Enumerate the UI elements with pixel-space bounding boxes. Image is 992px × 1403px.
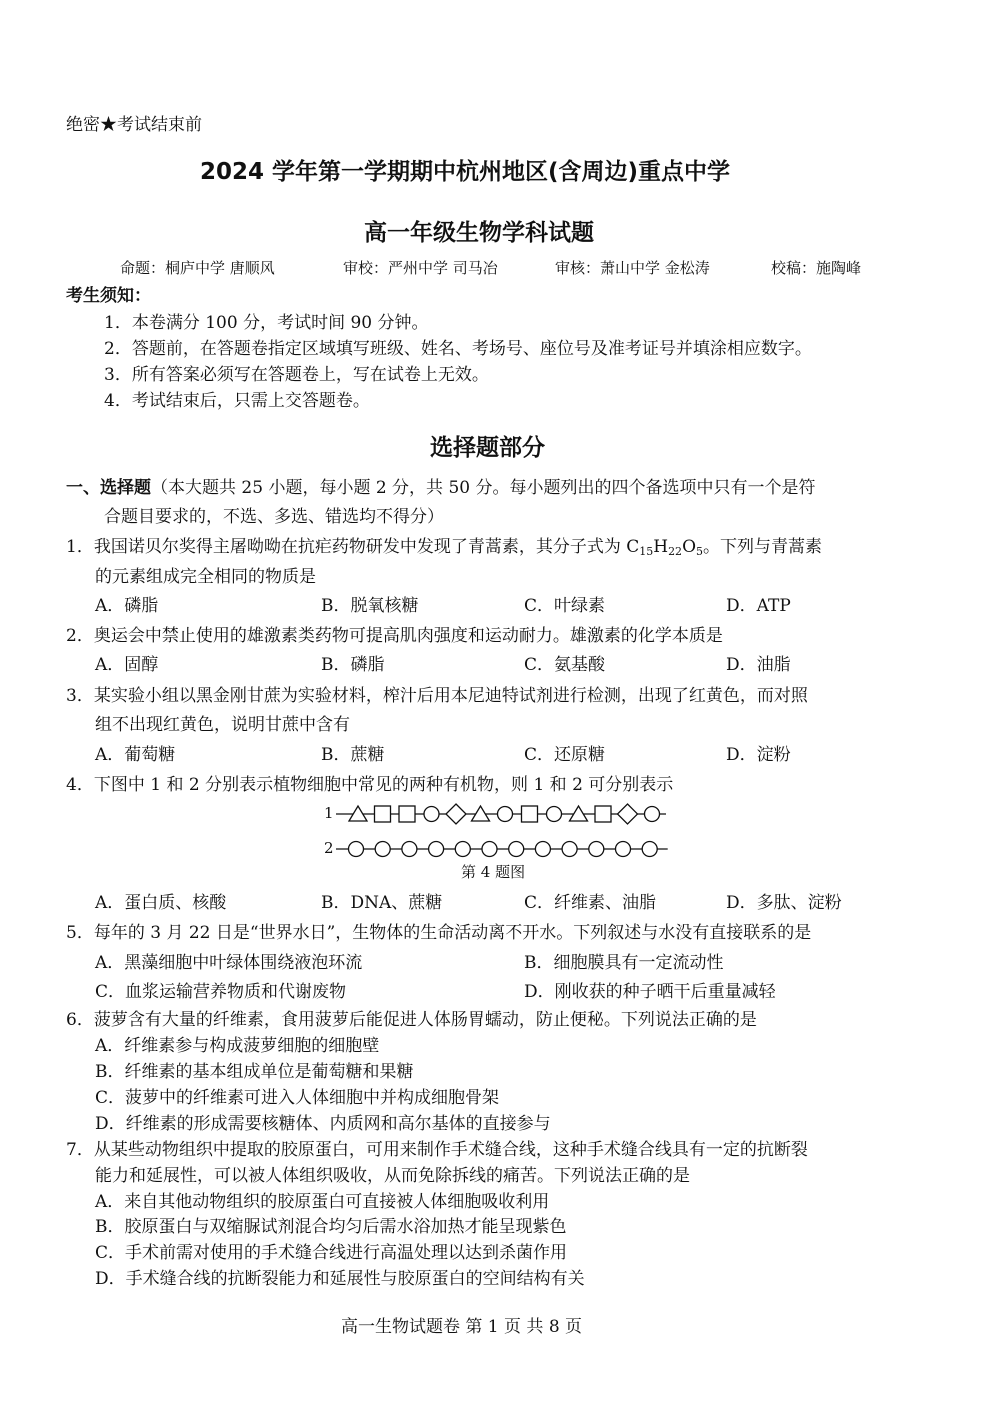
chain1-monomer-square	[595, 806, 611, 822]
notice-item: 2．答题前，在答题卷指定区域填写班级、姓名、考场号、座位号及准考证号并填涂相应数字。	[104, 339, 812, 359]
q3-option-c: C．还原糖	[524, 745, 606, 765]
q5-option-b: B．细胞膜具有一定流动性	[524, 953, 724, 973]
q6-option-b: B．纤维素的基本组成单位是葡萄糖和果糖	[95, 1062, 414, 1082]
chain2-monomer-circle	[589, 842, 604, 857]
q6-option-c: C．菠萝中的纤维素可进入人体细胞中并构成细胞骨架	[95, 1088, 500, 1108]
formula-h: H	[653, 537, 669, 557]
chain1-monomer-square	[399, 806, 415, 822]
chain2-monomer-circle	[535, 842, 550, 857]
notice-item: 1．本卷满分 100 分，考试时间 90 分钟。	[104, 313, 429, 333]
part-intro	[66, 477, 816, 499]
q7-option-a: A．来自其他动物组织的胶原蛋白可直接被人体细胞吸收利用	[95, 1192, 550, 1212]
chain2-monomer-circle	[616, 842, 631, 857]
chain1-monomer-circle	[424, 807, 439, 822]
q2-stem: 2．奥运会中禁止使用的雄激素类药物可提高肌肉强度和运动耐力。雄激素的化学本质是	[66, 626, 723, 646]
chain1-label: 1	[324, 804, 334, 822]
part-desc-cont: 合题目要求的，不选、多选、错选均不得分）	[104, 507, 444, 527]
q1-stem-text: 1．我国诺贝尔奖得主屠呦呦在抗疟药物研发中发现了青蒿素，其分子式为 C	[66, 537, 640, 557]
chain2-monomer-circle	[562, 842, 577, 857]
q3-stem: 3．某实验小组以黑金刚甘蔗为实验材料，榨汁后用本尼迪特试剂进行检测，出现了红黄色，而对照	[66, 686, 808, 706]
q6-option-a: A．纤维素参与构成菠萝细胞的细胞壁	[95, 1036, 380, 1056]
formula-sub: 15	[639, 545, 654, 558]
q4-option-d: D．多肽、淀粉	[726, 893, 842, 913]
chain2-monomer-circle	[455, 842, 470, 857]
q5-option-c: C．血浆运输营养物质和代谢废物	[95, 982, 347, 1002]
q7-stem-line2: 能力和延展性，可以被人体组织吸收，从而免除拆线的痛苦。下列说法正确的是	[95, 1166, 690, 1186]
q7-option-d: D．手术缝合线的抗断裂能力和延展性与胶原蛋白的空间结构有关	[95, 1269, 585, 1289]
notice-item: 4．考试结束后，只需上交答题卷。	[104, 391, 370, 411]
chain1-monomer-circle	[498, 807, 513, 822]
q1-option-a: A．磷脂	[95, 596, 159, 616]
q5-option-d: D．刚收获的种子晒干后重量减轻	[524, 982, 776, 1002]
chain1-monomer-square	[522, 806, 538, 822]
q4-figure-caption: 第 4 题图	[461, 863, 526, 881]
chain2-monomer-circle	[509, 842, 524, 857]
chain1-monomer-diamond	[618, 804, 638, 824]
part-label: 一、选择题	[66, 478, 151, 498]
formula-sub: 5	[696, 545, 703, 558]
q1-stem-tail: 。下列与青蒿素	[703, 537, 822, 557]
q4-stem: 4．下图中 1 和 2 分别表示植物细胞中常见的两种有机物，则 1 和 2 可分别表示	[66, 775, 674, 795]
q7-option-b: B．胶原蛋白与双缩脲试剂混合均匀后需水浴加热才能呈现紫色	[95, 1217, 567, 1237]
secret-mark: 绝密★考试结束前	[66, 115, 202, 135]
formula-sub: 22	[668, 545, 683, 558]
chain1-monomer-diamond	[446, 804, 466, 824]
chain2-monomer-circle	[482, 842, 497, 857]
q5-stem: 5．每年的 3 月 22 日是“世界水日”，生物体的生命活动离不开水。下列叙述与水没有直接联系的是	[66, 923, 812, 943]
q6-stem: 6．菠萝含有大量的纤维素，食用菠萝后能促进人体肠胃蠕动，防止便秘。下列说法正确的是	[66, 1010, 757, 1030]
credit-author: 命题：桐庐中学 唐顺风	[120, 259, 275, 277]
q4-option-a: A．蛋白质、核酸	[95, 893, 227, 913]
exam-title: 2024 学年第一学期期中杭州地区(含周边)重点中学	[200, 159, 731, 185]
chain1-monomer-circle	[645, 807, 660, 822]
q4-option-b: B．DNA、蔗糖	[321, 893, 443, 913]
subject-title: 高一年级生物学科试题	[364, 220, 594, 246]
q2-option-b: B．磷脂	[321, 655, 385, 675]
page-footer: 高一生物试题卷 第 1 页 共 8 页	[341, 1317, 583, 1337]
part-desc: （本大题共 25 小题，每小题 2 分，共 50 分。每小题列出的四个备选项中只有一个是符	[151, 478, 816, 498]
chain2-monomer-circle	[375, 842, 390, 857]
q3-option-b: B．蔗糖	[321, 745, 385, 765]
q2-option-c: C．氨基酸	[524, 655, 606, 675]
q5-option-a: A．黑藻细胞中叶绿体围绕液泡环流	[95, 953, 363, 973]
q7-option-c: C．手术前需对使用的手术缝合线进行高温处理以达到杀菌作用	[95, 1243, 568, 1263]
chain1-monomer-square	[375, 806, 391, 822]
chain1-monomer-circle	[547, 807, 562, 822]
q7-stem: 7．从某些动物组织中提取的胶原蛋白，可用来制作手术缝合线，这种手术缝合线具有一定的抗断裂	[66, 1140, 808, 1160]
q1-stem-line2: 的元素组成完全相同的物质是	[95, 567, 316, 587]
q1-stem	[66, 536, 822, 558]
q1-option-d: D．ATP	[726, 596, 791, 616]
chain2-monomer-circle	[642, 842, 657, 857]
q3-option-d: D．淀粉	[726, 745, 791, 765]
notice-item: 3．所有答案必须写在答题卷上，写在试卷上无效。	[104, 365, 489, 385]
q2-option-a: A．固醇	[95, 655, 159, 675]
chain2-label: 2	[324, 839, 334, 857]
credit-auditor: 审核：萧山中学 金松涛	[555, 259, 710, 277]
chain2-monomer-circle	[349, 842, 364, 857]
notice-heading: 考生须知：	[66, 286, 151, 306]
q6-option-d: D．纤维素的形成需要核糖体、内质网和高尔基体的直接参与	[95, 1114, 551, 1134]
formula-o: O	[682, 537, 696, 557]
chain2-monomer-circle	[402, 842, 417, 857]
q3-stem-line2: 组不出现红黄色，说明甘蔗中含有	[95, 715, 350, 735]
credit-proofreader: 校稿：施陶峰	[771, 259, 862, 277]
q4-option-c: C．纤维素、油脂	[524, 893, 657, 913]
q1-option-c: C．叶绿素	[524, 596, 606, 616]
q2-option-d: D．油脂	[726, 655, 791, 675]
section-title: 选择题部分	[430, 435, 545, 461]
credit-reviewer: 审校：严州中学 司马冶	[343, 259, 498, 277]
molecule-chain-diagram	[322, 800, 672, 866]
q3-option-a: A．葡萄糖	[95, 745, 176, 765]
chain2-monomer-circle	[429, 842, 444, 857]
q1-option-b: B．脱氧核糖	[321, 596, 419, 616]
q4-figure	[322, 800, 672, 866]
